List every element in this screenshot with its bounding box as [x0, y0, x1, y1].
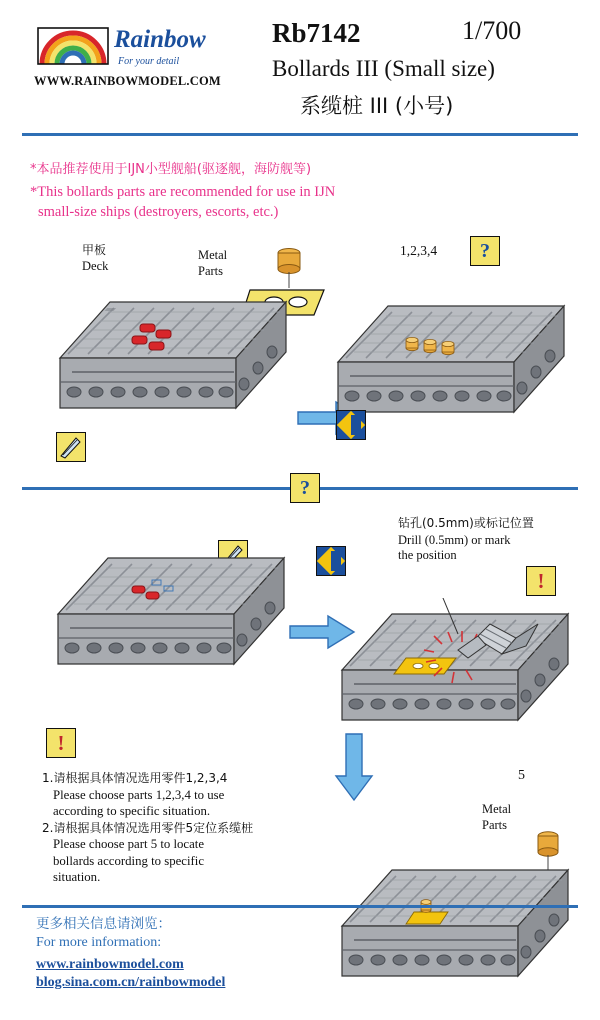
brand-tagline: For your detail: [118, 56, 180, 67]
drill-label-en1: Drill (0.5mm) or mark: [398, 533, 511, 547]
paint-diamond-icon-2: [316, 546, 346, 576]
footer-url-main[interactable]: www.rainbowmodel.com: [36, 957, 184, 972]
header: [0, 0, 600, 130]
metal-parts-label-b2: Parts: [482, 818, 507, 832]
instruction-steps: [42, 770, 342, 886]
question-icon: [470, 236, 500, 266]
deck-label-en: Deck: [82, 259, 109, 273]
drill-label-cn: 钻孔(0.5mm)或标记位置: [398, 516, 534, 530]
warning-icon-2: [46, 728, 76, 758]
rainbow-icon: [36, 26, 110, 66]
deck-block-3: [46, 552, 296, 702]
metal-parts-label-b1: Metal: [482, 802, 512, 816]
step2-cn: 2.请根据具体情况选用零件5定位系缆桩: [42, 820, 254, 835]
footer-more-cn: 更多相关信息请浏览：: [36, 916, 171, 932]
step2-en3: situation.: [53, 870, 101, 884]
part-5-label: 5: [518, 768, 525, 783]
usage-note-en1: *This bollards parts are recommended for use in IJN: [30, 184, 336, 200]
kit-code: Rb7142: [272, 18, 361, 48]
knife-icon: [56, 432, 86, 462]
step2-en1: Please choose part 5 to locate: [53, 837, 205, 851]
exclaim-mark-2: !: [57, 730, 65, 755]
brand-logo: [26, 22, 226, 102]
usage-note-cn: *本品推荐使用于IJN小型舰船(驱逐舰，海防舰等): [30, 162, 312, 177]
question-mark: ?: [480, 239, 490, 262]
paint-diamond-icon: [336, 410, 366, 440]
kit-title-en: Bollards III (Small size): [272, 56, 495, 81]
usage-note: [30, 160, 550, 222]
step2-en2: bollards according to specific: [53, 853, 205, 868]
step1-en1: Please choose parts 1,2,3,4 to use: [53, 787, 225, 802]
usage-note-en2: small-size ships (destroyers, escorts, etc.): [38, 204, 279, 220]
warning-icon-1: [526, 566, 556, 596]
parts-numbers-label: 1,2,3,4: [400, 243, 438, 258]
metal-parts-label-2: Parts: [198, 264, 223, 278]
metal-parts-label-1: Metal: [198, 248, 228, 262]
step1-cn: 1.请根据具体情况选用零件1,2,3,4: [42, 771, 228, 785]
brand-website: WWW.RAINBOWMODEL.COM: [34, 74, 221, 88]
question-mark-2: ?: [300, 476, 310, 499]
question-icon-2: [290, 473, 320, 503]
kit-scale: 1/700: [462, 16, 522, 45]
footer: [36, 912, 436, 991]
deck-block-1: [48, 296, 298, 446]
kit-title-cn: 系缆桩 III (小号): [300, 94, 454, 118]
deck-label-cn: 甲板: [82, 243, 107, 257]
diamond-half-shape-2: [331, 551, 341, 571]
drill-label-en2: the position: [398, 548, 457, 562]
footer-more-en: For more information:: [36, 935, 162, 950]
exclaim-mark-1: !: [537, 568, 545, 593]
footer-url-blog[interactable]: blog.sina.com.cn/rainbowmodel: [36, 975, 226, 990]
brand-name: Rainbow: [114, 26, 206, 53]
divider-bottom: [22, 905, 578, 908]
divider-top: [22, 133, 578, 136]
diamond-half-shape: [351, 415, 361, 435]
step1-en2: according to specific situation.: [53, 804, 211, 818]
